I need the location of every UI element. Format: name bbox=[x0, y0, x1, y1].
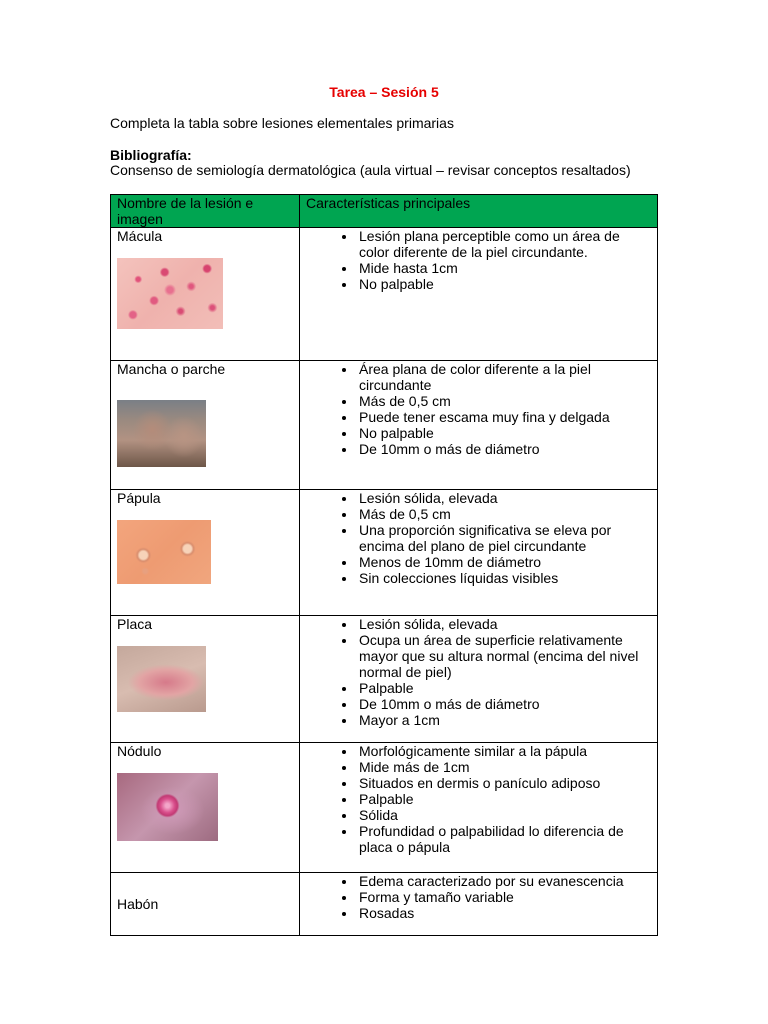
lesion-name: Mácula bbox=[117, 228, 163, 244]
features-cell bbox=[300, 743, 658, 873]
features-list bbox=[306, 873, 651, 921]
feature-item: • Palpable bbox=[357, 680, 651, 696]
bibliography-heading: Bibliografía: bbox=[110, 147, 192, 163]
macula-photo bbox=[117, 258, 223, 329]
feature-item: • Forma y tamaño variable bbox=[357, 889, 651, 905]
features-cell bbox=[300, 616, 658, 743]
feature-item: • Palpable bbox=[357, 791, 651, 807]
lesion-name: Pápula bbox=[117, 490, 161, 506]
lesion-cell bbox=[111, 616, 300, 743]
placa-photo bbox=[117, 646, 206, 712]
features-cell bbox=[300, 873, 658, 936]
features-list bbox=[306, 616, 651, 728]
mancha-photo bbox=[117, 400, 206, 467]
features-cell bbox=[300, 490, 658, 616]
feature-item: • Sin colecciones líquidas visibles bbox=[357, 570, 651, 586]
papula-photo bbox=[117, 520, 211, 584]
feature-item: • Sólida bbox=[357, 807, 651, 823]
feature-item: • Puede tener escama muy fina y delgada bbox=[357, 409, 651, 425]
feature-item: • Más de 0,5 cm bbox=[357, 393, 651, 409]
features-cell bbox=[300, 228, 658, 361]
feature-item: • No palpable bbox=[357, 276, 651, 292]
table-row bbox=[111, 743, 658, 873]
features-list bbox=[306, 361, 651, 457]
feature-item: • Profundidad o palpabilidad lo diferencia de placa o pápula bbox=[357, 823, 651, 855]
bibliography-text: Consenso de semiología dermatológica (aula virtual – revisar conceptos resaltados) bbox=[110, 162, 631, 178]
feature-item: • Edema caracterizado por su evanescencia bbox=[357, 873, 651, 889]
page-title: Tarea – Sesión 5 bbox=[329, 84, 439, 100]
header-features: Características principales bbox=[300, 195, 658, 228]
feature-item: • Más de 0,5 cm bbox=[357, 506, 651, 522]
features-list bbox=[306, 228, 651, 292]
lesion-cell bbox=[111, 743, 300, 873]
feature-item: • Mide hasta 1cm bbox=[357, 260, 651, 276]
header-name: Nombre de la lesión e imagen bbox=[111, 195, 300, 228]
table-row bbox=[111, 616, 658, 743]
lesion-name: Placa bbox=[117, 616, 153, 632]
lesion-cell bbox=[111, 361, 300, 490]
feature-item: • Morfológicamente similar a la pápula bbox=[357, 743, 651, 759]
feature-item: • No palpable bbox=[357, 425, 651, 441]
feature-item: • De 10mm o más de diámetro bbox=[357, 441, 651, 457]
table-row bbox=[111, 873, 658, 936]
table-header-row bbox=[111, 195, 658, 228]
feature-item: • De 10mm o más de diámetro bbox=[357, 696, 651, 712]
lesions-table bbox=[110, 194, 658, 936]
feature-item: • Lesión sólida, elevada bbox=[357, 616, 651, 632]
feature-item: • Lesión plana perceptible como un área de color diferente de la piel circundante. bbox=[357, 228, 651, 260]
features-list bbox=[306, 743, 651, 855]
feature-item: • Área plana de color diferente a la piel circundante bbox=[357, 361, 651, 393]
feature-item: • Una proporción significativa se eleva por encima del plano de piel circundante bbox=[357, 522, 651, 554]
feature-item: • Lesión sólida, elevada bbox=[357, 490, 651, 506]
instructions: Completa la tabla sobre lesiones elementales primarias bbox=[110, 115, 454, 131]
table-row bbox=[111, 361, 658, 490]
feature-item: • Mide más de 1cm bbox=[357, 759, 651, 775]
table-row bbox=[111, 228, 658, 361]
lesion-cell bbox=[111, 873, 300, 936]
feature-item: • Ocupa un área de superficie relativamente mayor que su altura normal (encima del nivel normal de piel) bbox=[357, 632, 651, 680]
feature-item: • Menos de 10mm de diámetro bbox=[357, 554, 651, 570]
lesion-name: Nódulo bbox=[117, 743, 162, 759]
lesion-name: Mancha o parche bbox=[117, 361, 226, 377]
lesion-cell bbox=[111, 490, 300, 616]
lesion-cell bbox=[111, 228, 300, 361]
features-list bbox=[306, 490, 651, 586]
feature-item: • Situados en dermis o panículo adiposo bbox=[357, 775, 651, 791]
table-row bbox=[111, 490, 658, 616]
features-cell bbox=[300, 361, 658, 490]
feature-item: • Rosadas bbox=[357, 905, 651, 921]
lesion-name: Habón bbox=[117, 896, 159, 912]
nodulo-photo bbox=[117, 773, 218, 841]
feature-item: • Mayor a 1cm bbox=[357, 712, 651, 728]
